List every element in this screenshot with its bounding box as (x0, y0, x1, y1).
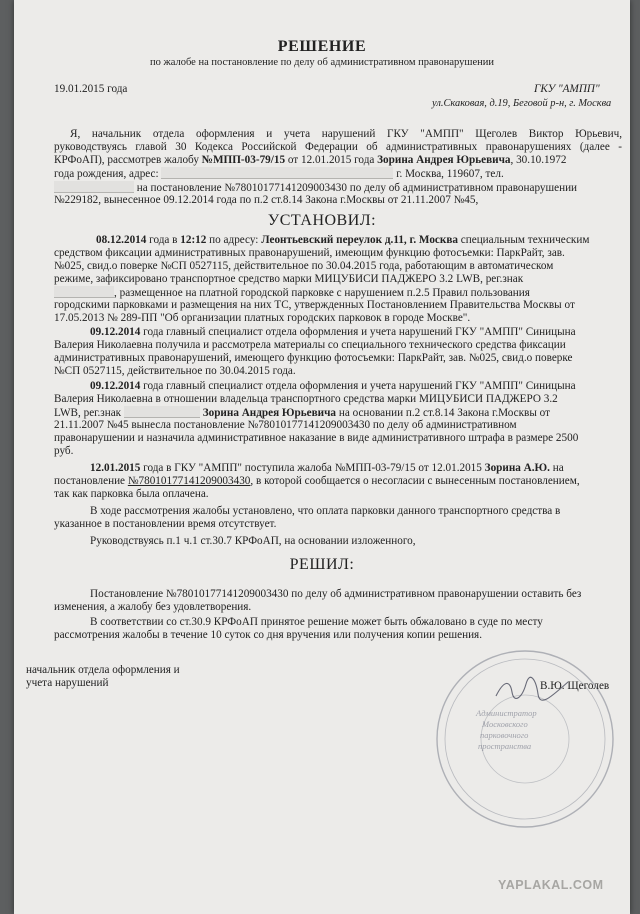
intro-line-2: руководствуясь главой 30 Кодекса Российской Федерации об административных правонарушениях (далее - (54, 141, 622, 153)
para1-line-4: режиме, зафиксировано транспортное средство марки МИЦУБИСИ ПАДЖЕРО 3.2 LWB, рег.знак (54, 273, 524, 285)
signer-position-2: учета нарушений (26, 677, 109, 689)
para2-line-3: административных правонарушений, имеющего функцию фотосъемки: ПаркРайт, зав. №025, свид.о поверке (54, 352, 573, 364)
para5-line-1: В ходе рассмотрения жалобы установлено, что оплата парковки данного транспортного средства в (90, 505, 561, 517)
intro-line-1: Я, начальник отдела оформления и учета нарушений ГКУ "АМПП" Щеголев Виктор Юрьевич, (70, 128, 622, 140)
document-title: РЕШЕНИЕ (277, 38, 367, 55)
redacted-address (161, 167, 393, 179)
intro-line-4: года рождения, адрес: г. Москва, 119607, тел. (54, 168, 504, 180)
para6-line: Руководствуясь п.1 ч.1 ст.30.7 КРФоАП, на основании изложенного, (90, 535, 416, 547)
para3-line-4: 21.11.2007 №45 вынесла постановление №78010177141209003430 по делу об административном (54, 419, 517, 431)
complaint-number: №МПП-03-79/15 (201, 154, 286, 166)
para3-line-6: руб. (54, 445, 74, 457)
para3-line-2: Валерия Николаевна в отношении владельца транспортного средства марки МИЦУБИСИ ПАДЖЕРО 3.2 (54, 393, 558, 405)
signer-name: В.Ю. Щеголев (540, 680, 610, 692)
stamp-text-3: парковочного (480, 730, 529, 740)
para1-line-3: №025, свид.о поверке №СП 0527115, действительное по 30.04.2015 года, работающим в автоматическом (54, 260, 554, 272)
para2-line-4: №СП 0527115, действительное по 30.04.2015 года. (54, 365, 296, 377)
para2-line-2: Валерия Николаевна получила и рассмотрела материалы со специального технического средства фиксации (54, 339, 566, 351)
decision2-line-2: рассмотрения жалобы в течение 10 суток со дня вручения или получения копии решения. (54, 629, 482, 641)
stamp-text-2: Московского (482, 719, 528, 729)
para3-line-3: LWB, рег.знак Зорина Андрея Юрьевича на основании п.2 ст.8.14 Закона г.Москвы от (54, 407, 550, 419)
para3-line-5: правонарушении и назначила административное наказание в виде административного штрафа в размере 2500 (54, 432, 579, 444)
decision2-line-1: В соответствии со ст.30.9 КРФоАП принятое решение может быть обжаловано в суде по месту (90, 616, 543, 628)
document-page (14, 0, 630, 914)
applicant-name: Зорина Андрея Юрьевича (377, 154, 511, 166)
stamp-text-1: Администратор (476, 708, 537, 718)
stamp-text-4: пространства (478, 741, 532, 751)
para4-line-1: 12.01.2015 года в ГКУ "АМПП" поступила жалоба №МПП-03-79/15 от 12.01.2015 Зорина А.Ю. на (90, 462, 564, 474)
intro-line-3: КРФоАП), рассмотрев жалобу №МПП-03-79/15 от 12.01.2015 года Зорина Андрея Юрьевича, 30.10.1972 (54, 154, 567, 166)
redacted-plate (54, 286, 114, 298)
section-heading-decided: РЕШИЛ: (289, 556, 355, 573)
violation-address: Леонтьевский переулок д.11, г. Москва (261, 234, 458, 246)
signer-position-1: начальник отдела оформления и (26, 664, 180, 676)
organization-address: ул.Скаковая, д.19, Беговой р-н, г. Москва (432, 98, 612, 109)
para2-line-1: 09.12.2014 года главный специалист отдела оформления и учета нарушений ГКУ "АМПП" Синицына (90, 326, 576, 338)
organization-name: ГКУ "АМПП" (534, 83, 600, 95)
section-heading-established: УСТАНОВИЛ: (267, 212, 377, 229)
decision1-line-2: изменения, а жалобу без удовлетворения. (54, 601, 252, 613)
para1-line-6: городскими парковками и размещения на них ТС, утвержденных Постановлением Правительства Москвы от (54, 299, 575, 311)
redacted-plate-2 (124, 406, 200, 418)
para5-line-2: указанное в постановлении время отсутствует. (54, 518, 277, 530)
document-date: 19.01.2015 года (54, 83, 128, 95)
para1-line-5: , размещенное на платной городской парковке с нарушением п.2.5 Правил пользования (54, 286, 530, 300)
para1-line-7: 17.05.2013 № 289-ПП "Об организации платных городских парковок в городе Москве". (54, 312, 471, 324)
para1-line-2: средством фиксации административных правонарушений, имеющим функцию фотосъемки: ПаркРайт, зав. (54, 247, 565, 259)
para4-line-3: так как парковка была оплачена. (54, 488, 209, 500)
redacted-phone (54, 181, 134, 193)
decision1-line-1: Постановление №78010177141209003430 по делу об административном правонарушении оставить без (90, 588, 582, 600)
para3-line-1: 09.12.2014 года главный специалист отдела оформления и учета нарушений ГКУ "АМПП" Синицына (90, 380, 576, 392)
para1-line-1: 08.12.2014 года в 12:12 по адресу: Леонтьевский переулок д.11, г. Москва специальным техническим (96, 234, 590, 246)
intro-line-5: на постановление №78010177141209003430 по делу об административном правонарушении (54, 181, 577, 195)
document-subtitle: по жалобе на постановление по делу об административном правонарушении (149, 57, 495, 68)
official-stamp (432, 646, 618, 832)
watermark: YAPLAKAL.COM (498, 878, 604, 892)
para4-line-2: постановление №78010177141209003430, в которой сообщается о несогласии с вынесенным постановлением, (54, 475, 580, 487)
intro-line-6: №229182, вынесенное 09.12.2014 года по п.2 ст.8.14 Закона г.Москвы от 21.11.2007 №45, (54, 194, 479, 206)
